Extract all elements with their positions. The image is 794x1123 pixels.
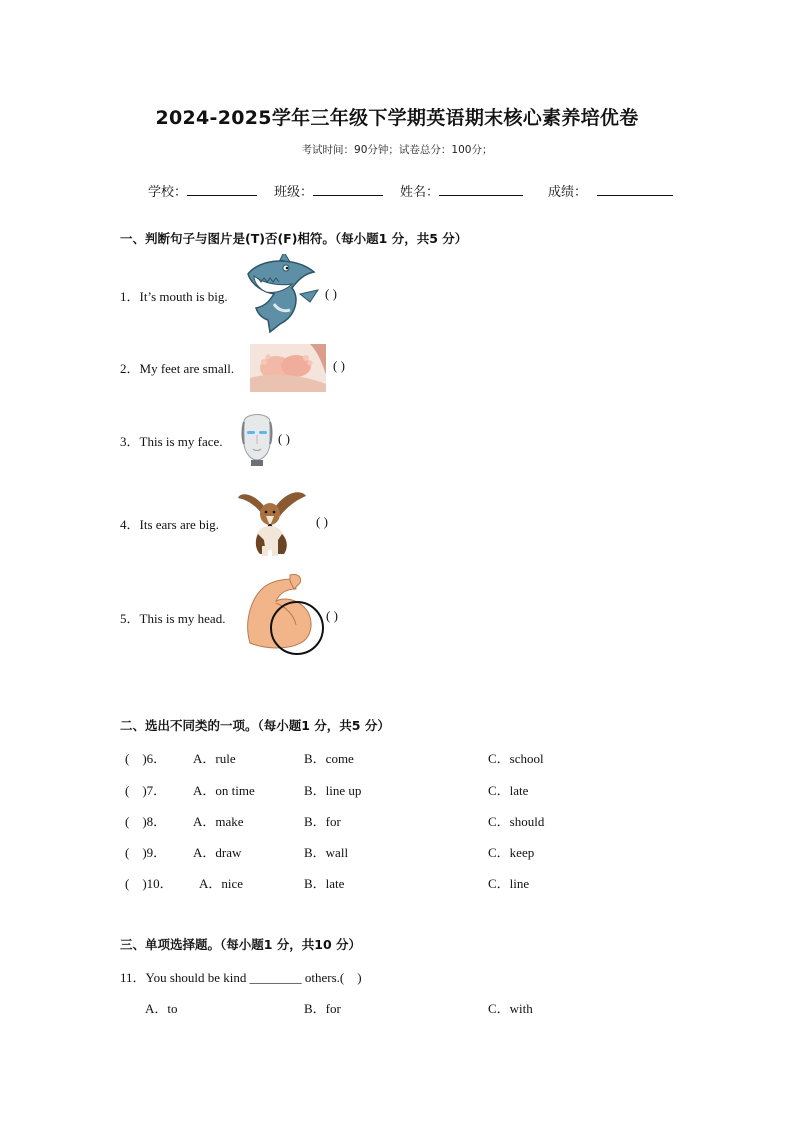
exam-subtitle: 考试时间：90分钟；试卷总分：100分； [301,144,493,156]
question-prefix[interactable]: ( )9． [125,845,167,860]
name-label: 姓名： [400,185,440,200]
item-sentence: This is my face. [139,434,223,449]
section3-heading: 三、单项选择题。（每小题1 分，共10 分） [120,937,362,952]
question-prefix[interactable]: ( )7． [125,783,167,798]
exam-title: 2024-2025学年三年级下学期英语期末核心素养培优卷 [155,107,639,129]
option-c[interactable]: C．line [488,876,530,891]
baby-feet-image [250,344,326,392]
option-c[interactable]: C．with [488,1001,533,1016]
item-number: 2． [120,361,140,376]
name-blank[interactable] [439,181,523,196]
long-eared-dog-image [236,486,308,558]
class-blank[interactable] [313,181,383,196]
answer-paren-2[interactable]: ( ) [333,358,345,373]
answer-paren-1[interactable]: ( ) [325,286,337,301]
judge-item-4 [120,514,219,533]
judge-item-3 [120,431,223,450]
name-field[interactable] [400,181,523,200]
item-number: 4． [120,517,140,532]
item-number: 1． [120,289,140,304]
option-a[interactable]: A．nice [199,876,244,891]
score-field[interactable] [548,181,673,200]
school-field[interactable] [148,181,257,200]
robot-face-image [238,408,276,466]
item-sentence: It’s mouth is big. [139,289,228,304]
option-a[interactable]: A．make [193,814,244,829]
flexed-arm-image [240,573,326,659]
option-b[interactable]: B．line up [304,783,362,798]
score-blank[interactable] [597,181,673,196]
option-c[interactable]: C．should [488,814,545,829]
student-info-row [0,181,794,203]
option-b[interactable]: B．for [304,1001,341,1016]
section1-heading: 一、判断句子与图片是(T)否(F)相符。（每小题1 分，共5 分） [120,231,468,246]
option-b[interactable]: B．for [304,814,341,829]
answer-paren-3[interactable]: ( ) [278,431,290,446]
class-field[interactable] [274,181,383,200]
item-sentence: My feet are small. [139,361,235,376]
question-prefix[interactable]: ( )6． [125,751,167,766]
school-label: 学校： [148,185,188,200]
shark-image [240,254,322,334]
section2-heading: 二、选出不同类的一项。（每小题1 分，共5 分） [120,718,390,733]
question-prefix[interactable]: ( )10． [125,876,173,891]
item-sentence: This is my head. [139,611,226,626]
option-c[interactable]: C．keep [488,845,535,860]
option-a[interactable]: A．rule [193,751,236,766]
option-a[interactable]: A．to [145,1001,178,1016]
answer-paren-4[interactable]: ( ) [316,514,328,529]
option-c[interactable]: C．school [488,751,544,766]
score-label: 成绩： [548,185,588,200]
judge-item-5 [120,608,225,627]
option-a[interactable]: A．draw [193,845,242,860]
option-b[interactable]: B．late [304,876,345,891]
option-c[interactable]: C．late [488,783,529,798]
item-number: 5． [120,611,140,626]
item-number: 3． [120,434,140,449]
school-blank[interactable] [187,181,257,196]
item-sentence: Its ears are big. [139,517,219,532]
question-prefix[interactable]: ( )8． [125,814,167,829]
option-b[interactable]: B．wall [304,845,349,860]
judge-item-1 [120,286,228,305]
class-label: 班级： [274,185,314,200]
answer-paren-5[interactable]: ( ) [326,608,338,623]
judge-item-2 [120,358,234,377]
option-a[interactable]: A．on time [193,783,255,798]
option-b[interactable]: B．come [304,751,354,766]
question-11-stem: 11．You should be kind ________ others.( ) [120,970,362,985]
